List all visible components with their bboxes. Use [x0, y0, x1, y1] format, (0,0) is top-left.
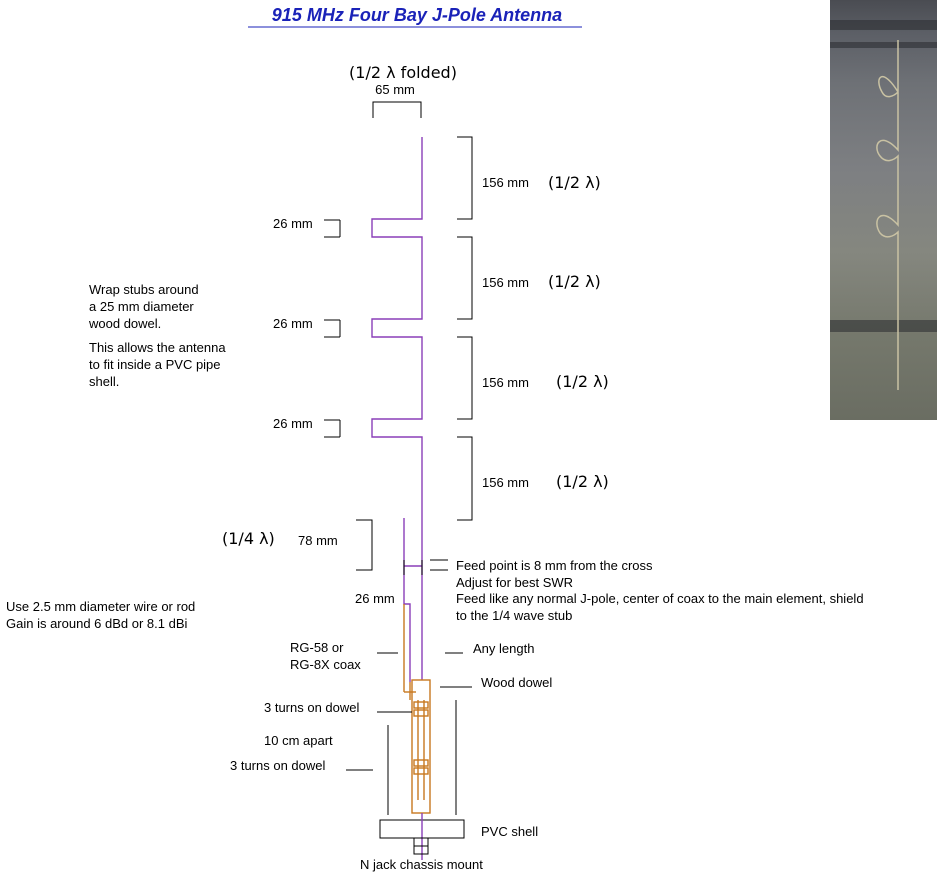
feed-line-4: to the 1/4 wave stub: [456, 608, 573, 623]
turns-top-label: 3 turns on dowel: [264, 700, 360, 715]
n-jack-label: N jack chassis mount: [360, 857, 483, 872]
pvc-shell-label: PVC shell: [481, 824, 539, 839]
any-length-label: Any length: [473, 641, 535, 656]
wrap-note-line-3: wood dowel.: [89, 316, 162, 331]
quarter-bracket: [356, 520, 372, 570]
pvc-walls: [388, 700, 456, 815]
quarter-lambda: (1/4 λ): [222, 529, 275, 548]
pvc-note-line-3: shell.: [89, 374, 120, 389]
coax-type-line-1: RG-58 or: [290, 640, 344, 655]
pvc-note-line-1: This allows the antenna: [89, 340, 226, 355]
stub-brackets: [324, 220, 340, 437]
stub-2-length: 26 mm: [273, 316, 313, 331]
pvc-note-line-2: to fit inside a PVC pipe: [89, 357, 221, 372]
stub-3-length: 26 mm: [273, 416, 313, 431]
top-width-bracket: [373, 102, 421, 118]
feed-point-marks: [404, 560, 448, 575]
section-2-length: 156 mm: [482, 275, 529, 290]
apart-label: 10 cm apart: [264, 733, 333, 748]
quarter-length: 78 mm: [298, 533, 338, 548]
diagram-title: 915 MHz Four Bay J-Pole Antenna: [271, 5, 563, 25]
section-brackets: [457, 137, 472, 520]
section-4-lambda: (1/2 λ): [556, 472, 609, 491]
feed-spacing: 26 mm: [355, 591, 395, 606]
wrap-note-line-2: a 25 mm diameter: [89, 299, 194, 314]
photo-wire: [830, 0, 937, 420]
stub-1-length: 26 mm: [273, 216, 313, 231]
section-1-lambda: (1/2 λ): [548, 173, 601, 192]
top-width-label: 65 mm: [375, 82, 415, 97]
wire-note-line-1: Use 2.5 mm diameter wire or rod: [6, 599, 196, 614]
wire-note-line-2: Gain is around 6 dBd or 8.1 dBi: [6, 616, 188, 631]
section-1-length: 156 mm: [482, 175, 529, 190]
coax-type-line-2: RG-8X coax: [290, 657, 361, 672]
section-4-length: 156 mm: [482, 475, 529, 490]
top-folded-label: (1/2 λ folded): [349, 63, 457, 82]
wrap-note-line-1: Wrap stubs around: [89, 282, 199, 297]
section-3-length: 156 mm: [482, 375, 529, 390]
coax-and-dowel: [404, 604, 430, 813]
antenna-photo: [830, 0, 937, 420]
feed-line-1: Feed point is 8 mm from the cross: [456, 558, 653, 573]
turns-bottom-label: 3 turns on dowel: [230, 758, 326, 773]
feed-line-2: Adjust for best SWR: [456, 575, 574, 590]
dowel-label: Wood dowel: [481, 675, 553, 690]
feed-line-3: Feed like any normal J-pole, center of coax to the main element, shield: [456, 591, 864, 606]
section-2-lambda: (1/2 λ): [548, 272, 601, 291]
section-3-lambda: (1/2 λ): [556, 372, 609, 391]
